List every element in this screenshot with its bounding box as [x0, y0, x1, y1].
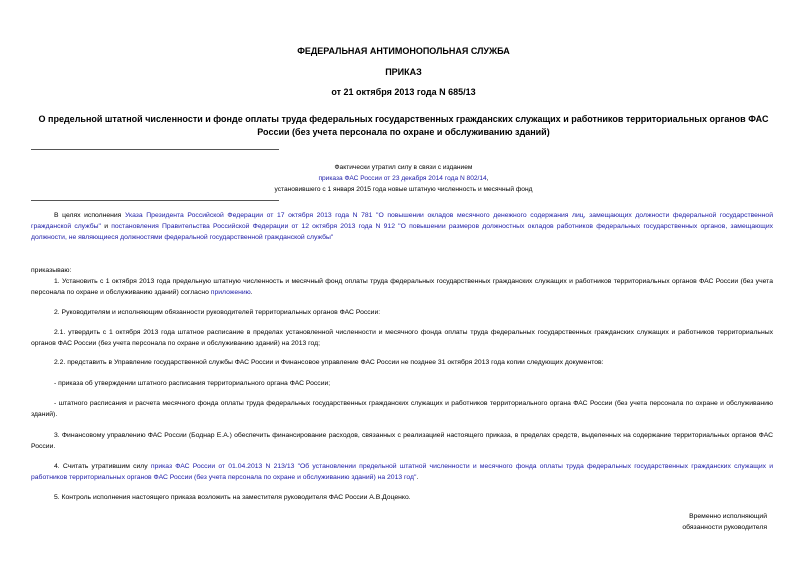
appendix-link[interactable]: приложению	[210, 289, 251, 296]
item-1: 1. Установить с 1 октября 2013 года предельную штатную численность и месячный фонд оплаты труда федеральных государственных гражданских служащих и работников территориальных органов ФАС России (без учета персонала по охране и обслуживанию зданий) согласно приложению.	[31, 278, 773, 296]
document-type: ПРИКАЗ	[385, 67, 422, 77]
item-3: 3. Финансовому управлению ФАС России (Боднар Е.А.) обеспечить финансирование расходов, связанных с реализацией настоящего приказа, в пределах средств, выделенных на содержание территориальных органов ФАС России.	[31, 432, 773, 450]
item-4: 4. Считать утратившим силу приказ ФАС России от 01.04.2013 N 213/13 "Об установлении предельной штатной численности и месячного фонда оплаты труда федеральных государственных гражданских служащих и работников территориальных органов ФАС России (без учета персонала по охране и обслуживанию зданий) на 2013 год".	[31, 463, 774, 481]
status-note	[180, 162, 627, 195]
signature-block	[682, 511, 767, 533]
status-note-line1: Фактически утратил силу в связи с изданием	[334, 164, 473, 171]
preamble: В целях исполнения Указа Президента Российской Федерации от 17 октября 2013 года N 781 "О повышении окладов месячного денежного содержания лиц, замещающих должности федеральной государственной гражданской службы" и постановления Правительства Российской Федерации от 12 октября 2013 года N 912 "О повышении размеров должностных окладов работников федеральных государственных органов, замещающих должности, не являющиеся должностями федеральной государственной гражданской службы"	[31, 212, 774, 241]
document-title: О предельной штатной численности и фонде оплаты труда федеральных государственных гражданских служащих и работников территориальных органов ФАС России (без учета персонала по охране и обслуживанию зданий)	[38, 114, 769, 137]
status-note-line2: приказа ФАС России от 23 декабря 2014 года N 802/14,	[318, 175, 489, 182]
status-note-line3: установившего с 1 января 2015 года новые штатную численность и месячный фонд	[274, 186, 533, 193]
divider-bottom	[31, 200, 279, 201]
document-date-number: от 21 октября 2013 года N 685/13	[331, 87, 476, 97]
divider-top	[31, 149, 279, 150]
repealed-order-link[interactable]: приказ ФАС России от 01.04.2013 N 213/13 "Об установлении предельной штатной численности и месячного фонда оплаты труда федеральных государственных гражданских служащих и работников территориальных органов ФАС России (без учета персонала по охране и обслуживанию зданий) на 2013 год"	[31, 463, 774, 481]
item-2-2: 2.2. представить в Управление государственной службы ФАС России и Финансовое управление ФАС России не позднее 31 октября 2013 года копии следующих документов:	[54, 359, 604, 366]
item-2-2-dash-2: - штатного расписания и расчета месячного фонда оплаты труда федеральных государственных гражданских служащих и работников территориального органа ФАС России (без учета персонала по охране и обслуживанию зданий).	[31, 400, 773, 418]
item-2-1: 2.1. утвердить с 1 октября 2013 года штатное расписание в пределах установленной численности и месячного фонда оплаты труда федеральных государственных гражданских служащих и работников территориальных органов ФАС России (без учета персонала по охране и обслуживанию зданий) на 2013 год;	[31, 329, 773, 347]
order-word: приказываю:	[31, 267, 72, 274]
agency-name: ФЕДЕРАЛЬНАЯ АНТИМОНОПОЛЬНАЯ СЛУЖБА	[297, 46, 510, 56]
signature-line2: обязанности руководителя	[682, 524, 767, 531]
item-2: 2. Руководителям и исполняющим обязанности руководителей территориальных органов ФАС России:	[54, 309, 381, 316]
presidential-decree-link[interactable]: Указа Президента Российской Федерации от 17 октября 2013 года N 781 "О повышении окладов месячного денежного содержания лиц, замещающих должности федеральной государственной гражданской службы"	[31, 212, 773, 230]
item-5: 5. Контроль исполнения настоящего приказа возложить на заместителя руководителя ФАС России А.В.Доценко.	[54, 494, 411, 501]
item-2-2-dash-1: - приказа об утверждении штатного расписания территориального органа ФАС России;	[54, 380, 331, 387]
government-resolution-link[interactable]: постановления Правительства Российской Федерации от 12 октября 2013 года N 912 "О повышении размеров должностных окладов работников федеральных государственных органов, замещающих должности, не являющиеся должностями федеральной государственной гражданской службы"	[31, 223, 774, 241]
signature-line1: Временно исполняющий	[689, 513, 767, 520]
superseding-order-link[interactable]: приказа ФАС России от 23 декабря 2014 года N 802/14	[318, 175, 487, 182]
